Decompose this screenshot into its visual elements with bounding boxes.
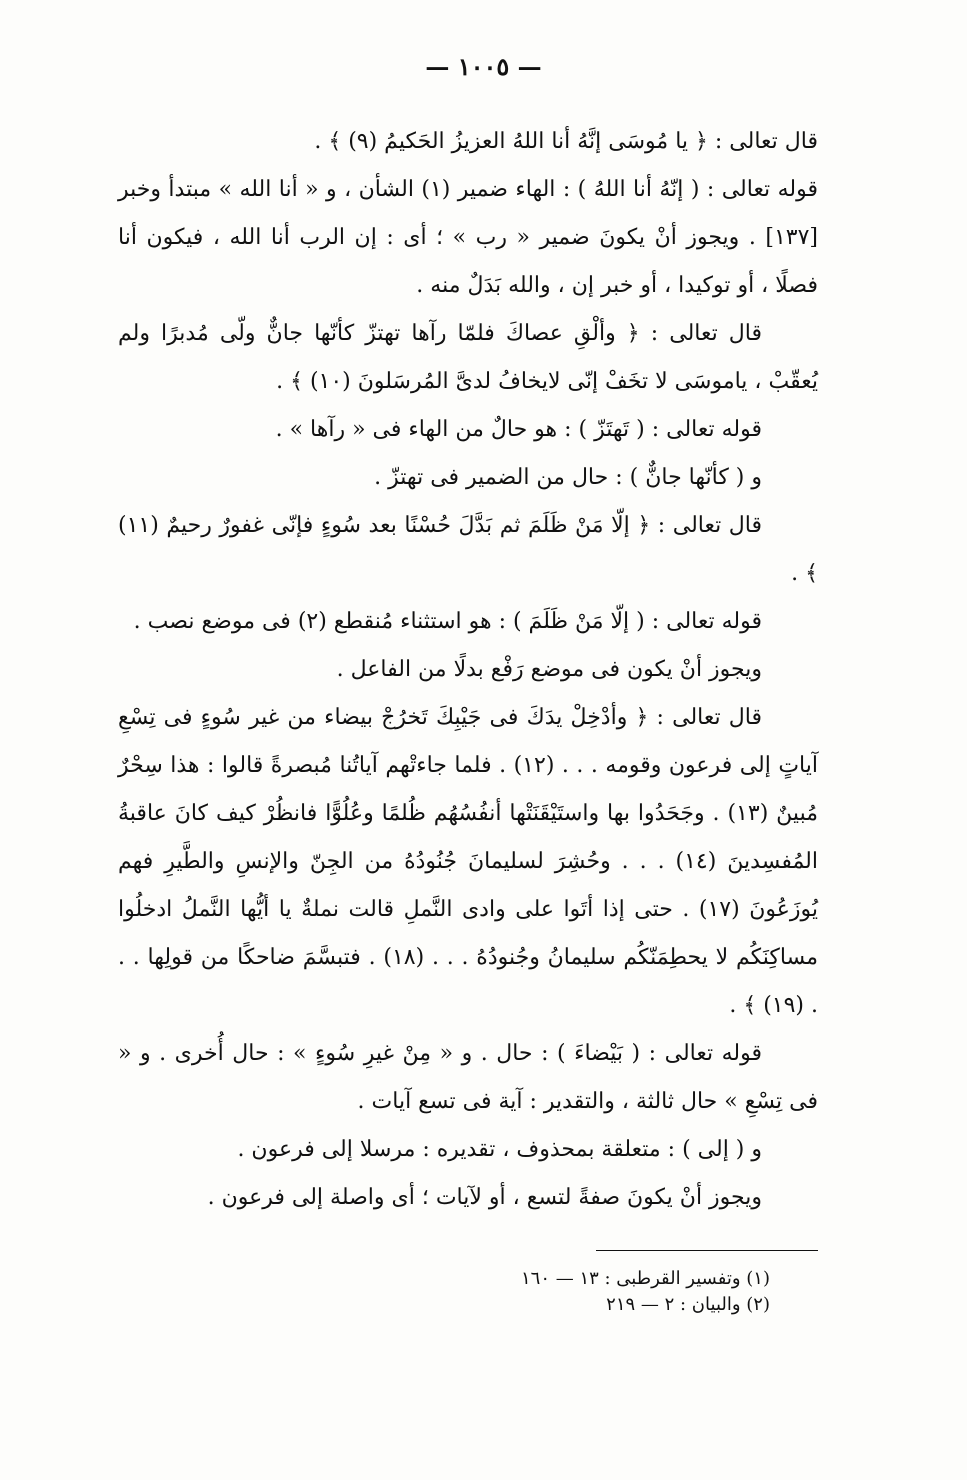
paragraph-commentary-10b: و ( كأنّها جانٌّ ) : حال من الضمير فى تهتزّ . — [374, 465, 762, 490]
paragraph-commentary-12a: قوله تعالى : ( بَيْضاءَ ) : حال . و « مِنْ غيرِ سُوءٍ » : حال أُخرى . و « فى تِسْعِ » حال ثالثة ، والتقدير : آية فى تسع آيات . — [118, 1041, 818, 1114]
paragraph-verse-10: قال تعالى : ﴿ وألْقِ عصاكَ فلمّا رآها تهتزّ كأنّها جانٌّ ولّى مُدبرًا ولم يُعقّبْ ، ياموسَى لا تخَفْ إنّى لايخافُ لدىَّ المُرسَلونَ (١٠) ﴾ . — [118, 321, 818, 394]
footnote-1: (١) وتفسير القرطبى : ١٣ — ١٦٠ — [520, 1268, 770, 1289]
footnote-divider — [596, 1250, 818, 1251]
paragraph-commentary-12b: و ( إلى ) : متعلقة بمحذوف ، تقديره : مرسلا إلى فرعون . — [237, 1137, 762, 1162]
paragraph-commentary-11b: ويجوز أنْ يكون فى موضع رَفْع بدلًا من الفاعل . — [336, 657, 762, 682]
footnote-2: (٢) والبيان : ٢ — ٢١٩ — [606, 1294, 770, 1315]
paragraph-verse-11: قال تعالى : ﴿ إلّا مَنْ ظَلَمَ ثم بَدَّلَ حُسْنًا بعد سُوءٍ فإنّى غفورٌ رحيمٌ (١١) ﴾ . — [118, 513, 818, 586]
page-body — [118, 118, 818, 1222]
paragraph-commentary-9: قوله تعالى : ( إنّهُ أنا اللهُ ) : الهاء ضمير (١) الشأن ، و « أنا الله » مبتدأ وخبر [١٣٧] . ويجوز أنْ يكونَ ضمير « رب » ؛ أى : إن الرب أنا الله ، فيكون أنا فصلًا ، أو توكيدا ، أو خبر إن ، والله بَدَلٌ منه . — [118, 177, 818, 298]
paragraph-commentary-10a: قوله تعالى : ( تَهتَزّ ) : هو حالٌ من الهاء فى « رآها » . — [275, 417, 762, 442]
paragraph-verses-12-19: قال تعالى : ﴿ وأدْخِلْ يدَكَ فى جَيْبِكَ تَخرُجْ بيضاء من غير سُوءٍ فى تِسْعِ آياتٍ إلى فرعون وقومه . . . (١٢) . فلما جاءتْهم آياتُنا مُبصرةً قالوا : هذا سِحْرٌ مُبينٌ (١٣) . وجَحَدُوا بها واستَيْقَنَتْها أنفُسُهُم ظُلمًا وعُلُوًّا فانظُرْ كيف كانَ عاقبةُ المُفسِدينَ (١٤) . . . وحُشِرَ لسليمانَ جُنُودُهُ من الجِنّ والإنسِ والطَّيرِ فهم يُوزَعُونَ (١٧) . حتى إذا أتَوا على وادى النَّملِ قالت نملةٌ يا أيُّها النَّملُ ادخلُوا مساكِنَكُم لا يحطِمَنّكُم سليمانُ وجُنودُهُ . . . (١٨) . فتبسَّمَ ضاحكًا من قولِها . . . (١٩) ﴾ . — [118, 705, 819, 1018]
footnotes — [420, 1266, 770, 1318]
paragraph-verse-9: قال تعالى : ﴿ يا مُوسَى إنَّهُ أنا اللهُ العزيزُ الحَكيمُ (٩) ﴾ . — [314, 129, 818, 154]
paragraph-commentary-12c: ويجوز أنْ يكونَ صفةً لتسع ، أو لآيات ؛ أى واصلة إلى فرعون . — [207, 1185, 762, 1210]
paragraph-commentary-11a: قوله تعالى : ( إلّا مَنْ ظَلَمَ ) : هو استثناء مُنقطع (٢) فى موضع نصب . — [133, 609, 762, 634]
page-number: — ١٠٠٥ — — [425, 52, 542, 81]
